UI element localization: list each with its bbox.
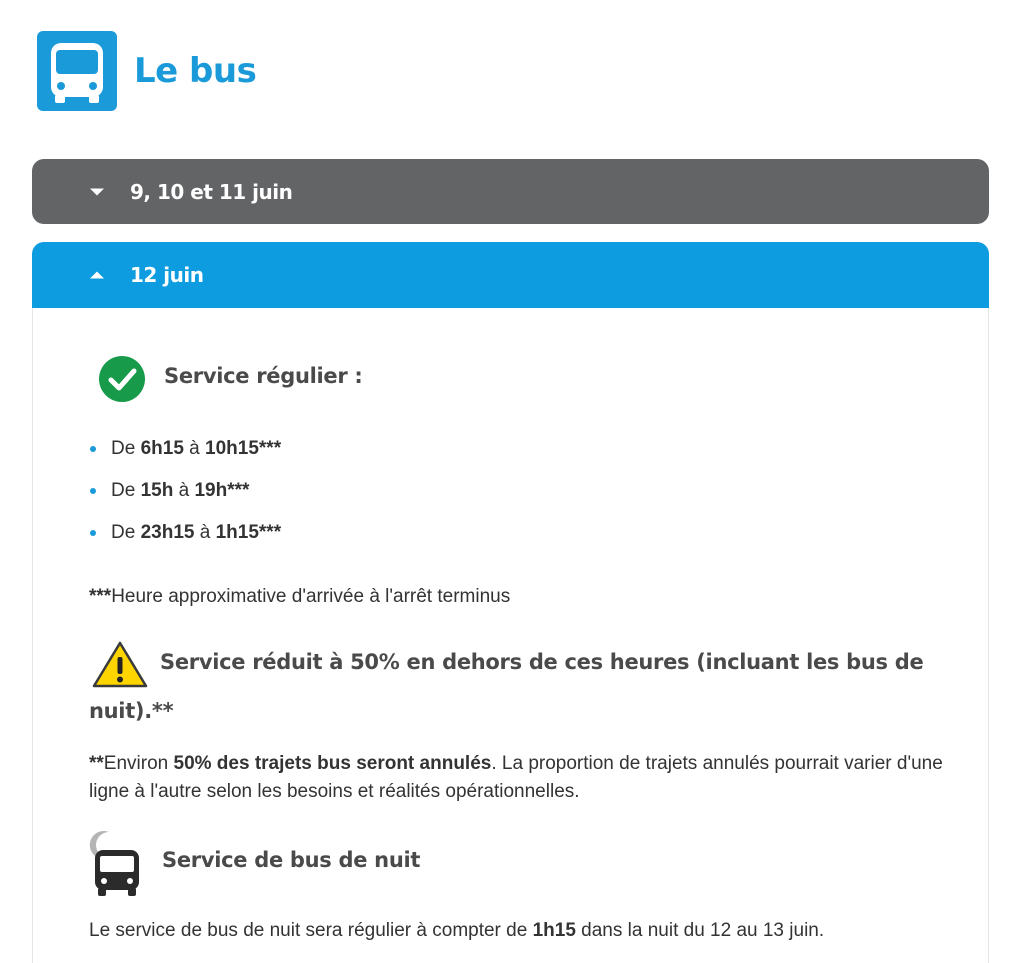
page-header: [37, 31, 256, 111]
night-bus-icon: [89, 828, 143, 898]
accordion-9-10-11-juin[interactable]: [32, 159, 989, 224]
list-item: De 6h15 à 10h15***: [89, 436, 281, 478]
list-item: De 23h15 à 1h15***: [89, 520, 281, 562]
list-item: De 15h à 19h***: [89, 478, 281, 520]
reduced-service-title: Service réduit à 50% en dehors de ces heures (incluant les bus de: [160, 650, 924, 674]
warning-icon: [91, 640, 149, 690]
bus-icon: [37, 31, 117, 111]
regular-hours-list: [89, 436, 281, 562]
footnote-arrival: ***Heure approximative d'arrivée à l'arrêt terminus: [89, 586, 511, 607]
accordion-label: 12 juin: [130, 263, 204, 287]
caret-up-icon: [90, 272, 104, 279]
regular-service-title: Service régulier :: [164, 364, 363, 388]
reduced-service-note: **Environ 50% des trajets bus seront annulés. La proportion de trajets annulés pourrait varier d'une ligne à l'autre selon les besoins et réalités opérationnelles.: [89, 753, 943, 802]
night-bus-note: Le service de bus de nuit sera régulier à compter de 1h15 dans la nuit du 12 au 13 juin.: [89, 920, 825, 941]
page-title: Le bus: [134, 51, 257, 91]
accordion-panel: [32, 308, 989, 963]
accordion-12-juin[interactable]: [32, 242, 989, 308]
reduced-service-title-cont: nuit).**: [89, 699, 174, 723]
caret-down-icon: [90, 188, 104, 195]
accordion-label: 9, 10 et 11 juin: [130, 179, 293, 204]
night-bus-title: Service de bus de nuit: [162, 848, 421, 872]
check-circle-icon: [99, 356, 145, 402]
